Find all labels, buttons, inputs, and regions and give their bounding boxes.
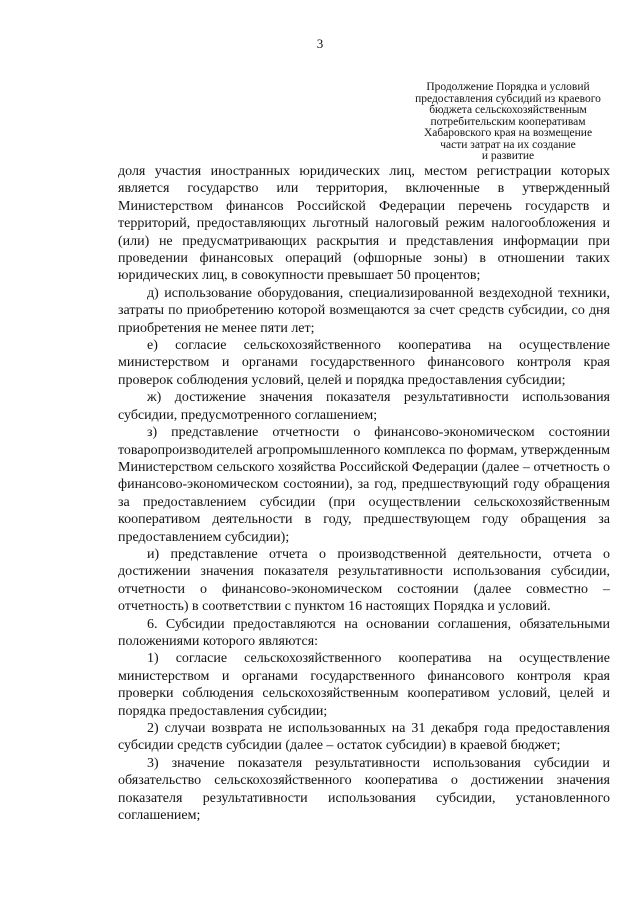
running-header-line: Хабаровского края на возмещение — [423, 127, 593, 139]
paragraph-clause-6-3: 3) значение показателя результативности использования субсидии и обязательство сельскохозяйственного кооператива о достижении значения показателя результативности использования субсидии, установленного соглашением; — [118, 755, 610, 824]
paragraph-item-z: з) представление отчетности о финансово-экономическом состоянии товаропроизводителей агропромышленного комплекса по формам, утвержденным Министерством сельского хозяйства Российской Федерации (далее – отчетность о финансово-экономическом состоянии), за год, предшествующий году обращения за предоставлением субсидии (при осуществлении сельскохозяйственным кооперативом деятельности в году, предшествующем году обращения за предоставлением субсидии); — [118, 425, 610, 545]
running-header-line: предоставления субсидий из краевого — [415, 92, 601, 105]
paragraph-item-i: и) представление отчета о производственной деятельности, отчета о достижении значения показателя результативности использования субсидии, отчетности о финансово-экономическом состоянии (далее совместно – отчетность) в соответствии с пунктом 16 настоящих Порядка и условий. — [118, 546, 610, 615]
paragraph-clause-6-2: 2) случаи возврата не использованных на 31 декабря года предоставления субсидии средств субсидии (далее – остаток субсидии) в краевой бюджет; — [118, 721, 610, 754]
paragraph-clause-6: 6. Субсидии предоставляются на основании соглашения, обязательными положениями которого являются: — [118, 616, 610, 649]
paragraph-item-zh: ж) достижение значения показателя результативности использования субсидии, предусмотренного соглашением; — [118, 390, 610, 423]
paragraph-continuation: доля участия иностранных юридических лиц, местом регистрации которых является государство или территория, включенные в утвержденный Министерством финансов Российской Федерации перечень государств и территорий, предоставляющих льготный налоговый режим налогообложения и (или) не предусматривающих раскрытия и представления информации при проведении финансовых операций (офшорные зоны) в отношении таких юридических лиц, в совокупности превышает 50 процентов; — [118, 164, 610, 284]
running-header-line: части затрат на их создание — [440, 138, 576, 151]
running-header-line: Продолжение Порядка и условий — [426, 81, 590, 93]
document-body — [118, 163, 610, 824]
paragraph-item-d: д) использование оборудования, специализированной вездеходной техники, затраты по приобретению которой возмещаются за счет средств субсидии, со дня приобретения не менее пяти лет; — [118, 285, 610, 336]
running-header-line: и развитие — [481, 150, 535, 162]
running-header-line: бюджета сельскохозяйственным — [429, 104, 587, 116]
running-header-line: потребительским кооперативам — [430, 115, 586, 128]
page-number: 3 — [316, 36, 324, 51]
paragraph-item-e: е) согласие сельскохозяйственного кооператива на осуществление министерством и органами государственного финансового контроля края проверок соблюдения условий, целей и порядка предоставления субсидии; — [118, 338, 610, 388]
running-header — [388, 82, 628, 163]
paragraph-clause-6-1: 1) согласие сельскохозяйственного кооператива на осуществление министерством и органами государственного финансового контроля края проверки соблюдения сельскохозяйственным кооперативом условий, целей и порядка предоставления субсидии; — [118, 651, 610, 719]
